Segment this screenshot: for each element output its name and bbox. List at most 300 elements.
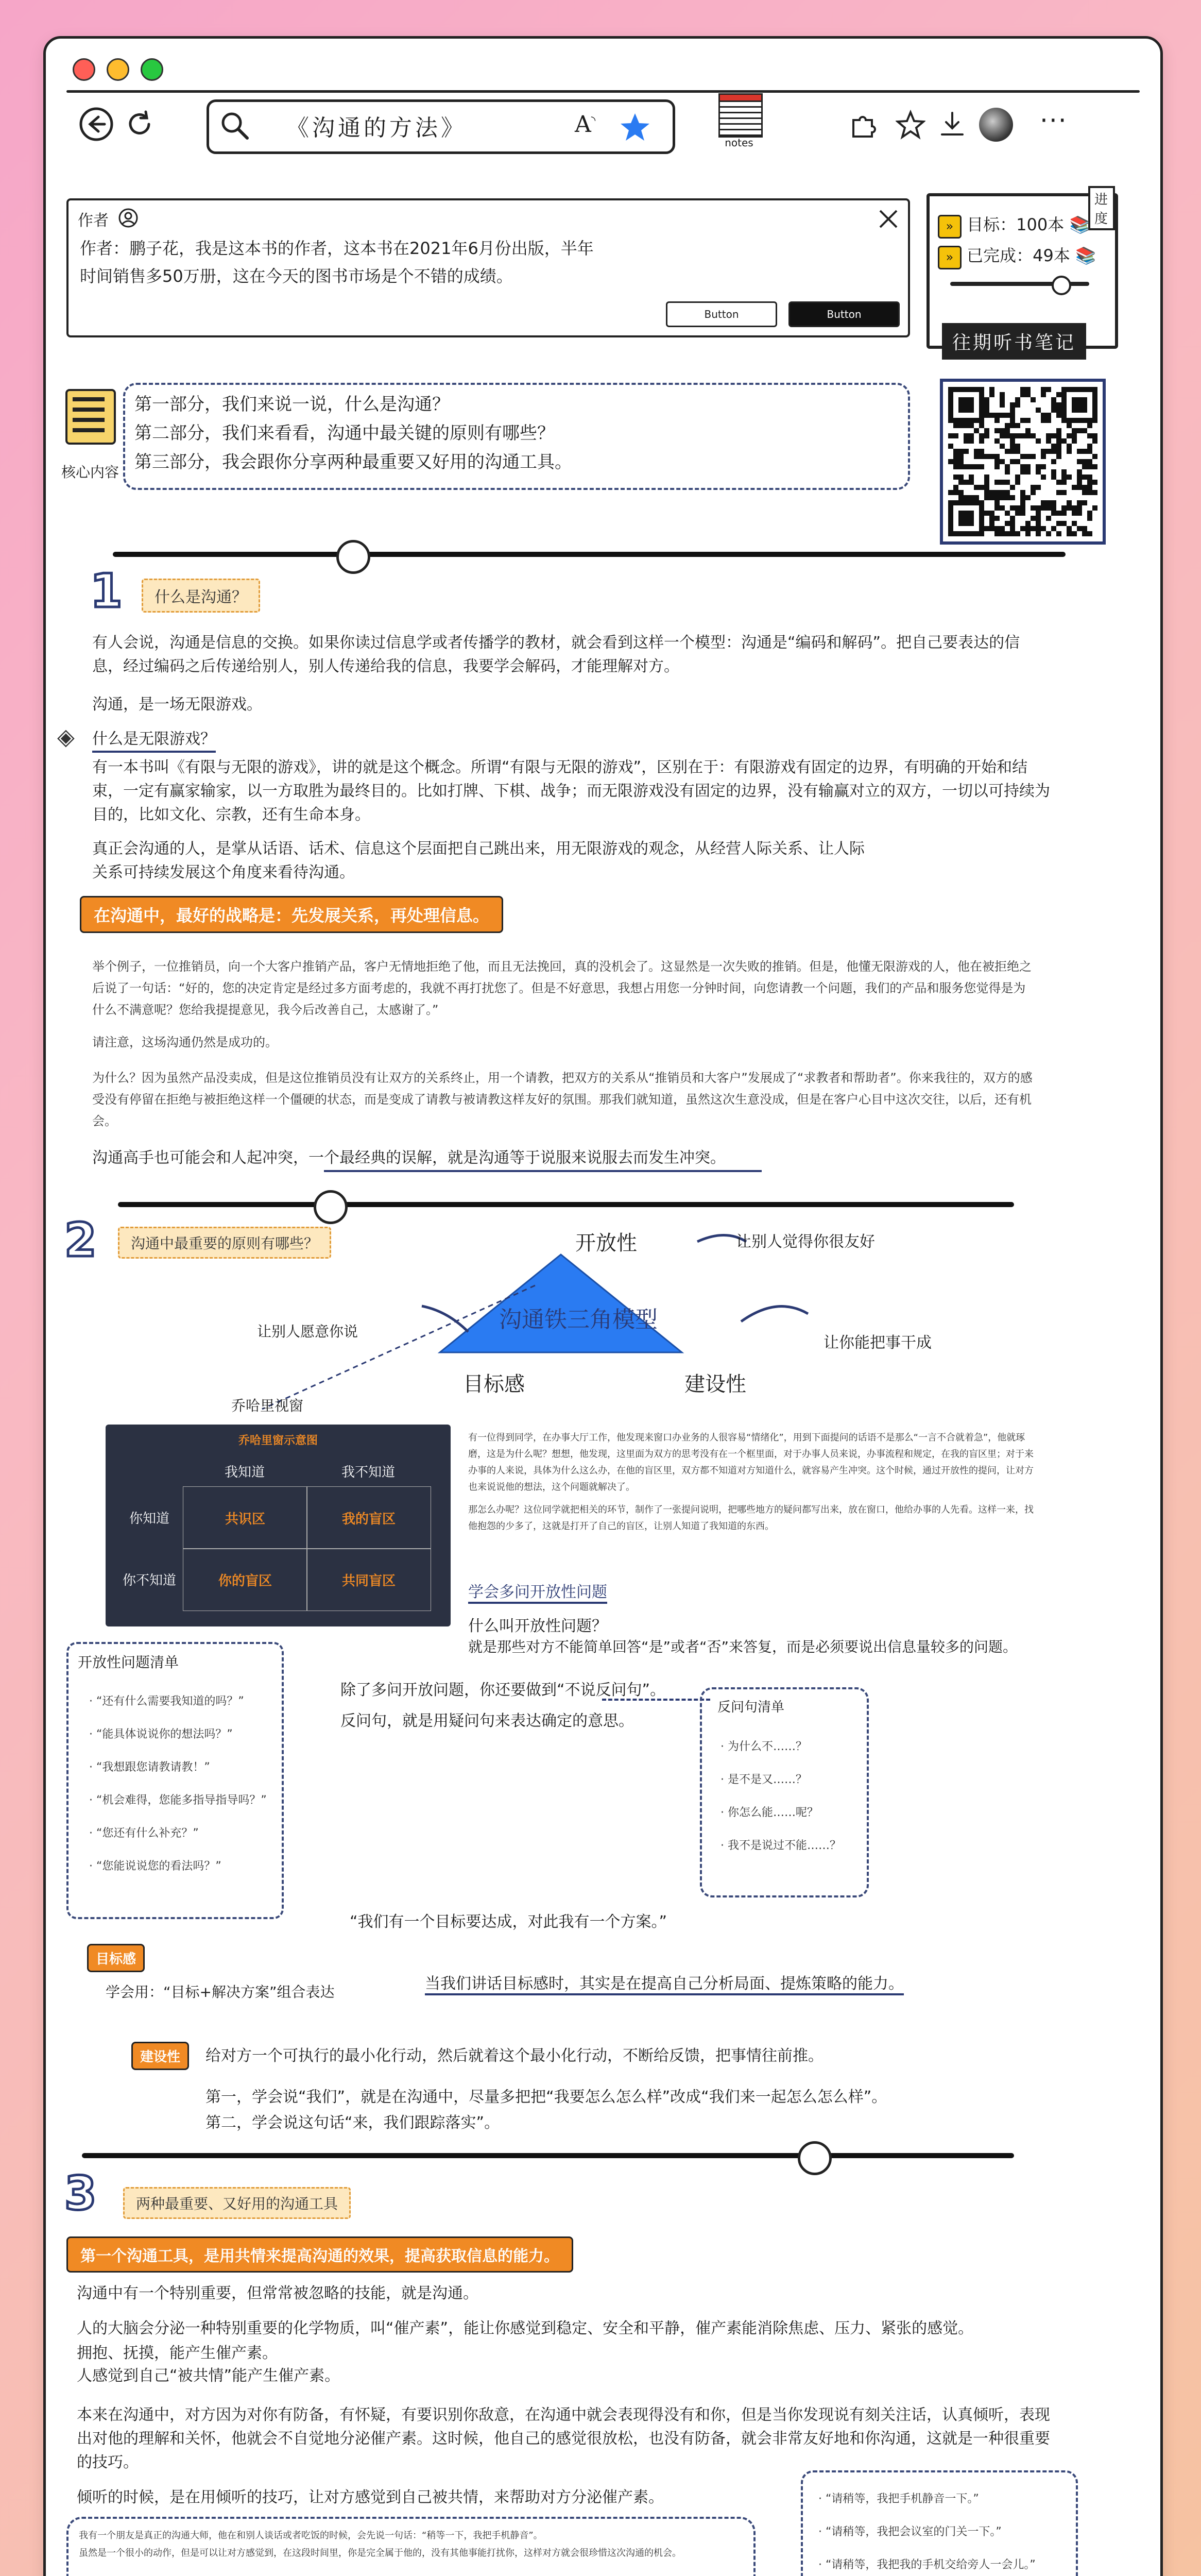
- qr-module: [1072, 505, 1077, 511]
- qr-module: [1025, 495, 1031, 500]
- target-label: 目标：100本: [967, 215, 1065, 234]
- qr-module: [984, 490, 989, 495]
- qr-module: [974, 485, 979, 490]
- qr-module: [1046, 531, 1051, 536]
- qr-module: [953, 490, 958, 495]
- johari-cell-21: 你的盲区: [183, 1548, 307, 1611]
- qr-module: [994, 500, 1000, 505]
- target-row: [938, 212, 1090, 239]
- qr-module: [1077, 500, 1082, 505]
- qr-module: [1051, 444, 1056, 449]
- qr-module: [1046, 438, 1051, 444]
- qr-module: [994, 418, 1000, 423]
- open-question-definition: 就是那些对方不能简单回答“是”或者“否”来答复，而是必须要说出信息量较多的问题。: [468, 1638, 1018, 1655]
- qr-module: [1010, 408, 1015, 413]
- qr-module: [1056, 402, 1061, 408]
- qr-module: [1051, 449, 1056, 454]
- section-2-number: 2: [64, 1213, 97, 1267]
- qr-module: [1041, 413, 1046, 418]
- qr-module: [1061, 521, 1067, 526]
- build-tag: 建设性: [131, 2042, 189, 2070]
- app-window: [43, 36, 1163, 2576]
- qr-module: [1020, 505, 1025, 511]
- self-reveal-note: 让别人愿意你说: [257, 1323, 358, 1340]
- progress-knob[interactable]: [1052, 276, 1071, 295]
- notes-icon[interactable]: [715, 93, 763, 150]
- more-menu-icon[interactable]: ···: [1040, 106, 1068, 135]
- qr-module: [1020, 387, 1025, 392]
- qr-module: [1046, 500, 1051, 505]
- qr-module: [969, 480, 974, 485]
- qr-module: [1000, 505, 1005, 511]
- qr-module: [1082, 464, 1087, 469]
- arrow-badge-icon: »: [938, 246, 962, 269]
- qr-module: [953, 464, 958, 469]
- johari-cell-12: 我的盲区: [306, 1486, 431, 1549]
- qr-module: [953, 474, 958, 480]
- reverse-tip-underline: [602, 1699, 710, 1701]
- qr-module: [1067, 474, 1072, 480]
- qr-module: [1005, 423, 1010, 428]
- qr-module: [994, 464, 1000, 469]
- qr-module: [1010, 418, 1015, 423]
- please-wait-list: [801, 2470, 1078, 2576]
- qr-module: [964, 480, 969, 485]
- qr-module: [1041, 505, 1046, 511]
- qr-module: [1082, 490, 1087, 495]
- qr-module: [958, 490, 964, 495]
- qr-module: [1036, 531, 1041, 536]
- qr-module: [1077, 485, 1082, 490]
- section-1-p6: 请注意，这场沟通仍然是成功的。: [92, 1035, 278, 1049]
- section-1-p2: 沟通，是一场无限游戏。: [92, 696, 262, 714]
- section-1-p5: 举个例子，一位推销员，向一个大客户推销产品，客户无情地拒绝了他，而且无法挽回，真的没机会了。这显然是一次失败的推销。但是，他懂无限游戏的人，他在被拒绝之后说了一句话：“好的，您的决定肯定是经过多方面考虑的，我就不再打扰您了。但是不好意思，我想占用您一分钟时间，向您请教一个问题，我们的产品和服务您觉得是为什么不满意呢？您给我提提意见，我今后改善自己，太感谢了。”: [92, 959, 1032, 1017]
- progress-tag: 进度: [1088, 186, 1115, 230]
- qr-module: [1041, 464, 1046, 469]
- qr-module: [953, 433, 958, 438]
- qr-module: [1005, 469, 1010, 474]
- qr-module: [994, 459, 1000, 464]
- qr-module: [1031, 505, 1036, 511]
- qr-module: [1077, 449, 1082, 454]
- qr-module: [1077, 526, 1082, 531]
- johari-title: 乔哈里窗示意图: [238, 1434, 318, 1447]
- qr-module: [994, 495, 1000, 500]
- qr-module: [1025, 387, 1031, 392]
- qr-module: [1036, 505, 1041, 511]
- qr-module: [1051, 474, 1056, 480]
- books-icon: 📚: [1075, 246, 1096, 265]
- qr-module: [1087, 531, 1092, 536]
- qr-module: [1010, 413, 1015, 418]
- qr-module: [1036, 511, 1041, 516]
- qr-module: [1087, 464, 1092, 469]
- qr-module: [1051, 526, 1056, 531]
- qr-module: [1041, 418, 1046, 423]
- johari-row-1: 你知道: [129, 1511, 169, 1527]
- reverse-question-list-title: 反问句清单: [717, 1700, 785, 1715]
- zoom-window-dot[interactable]: [141, 58, 163, 81]
- qr-module: [1005, 495, 1010, 500]
- qr-module: [1010, 495, 1015, 500]
- close-icon[interactable]: [877, 208, 900, 230]
- qr-module: [1046, 449, 1051, 454]
- johari-row-2: 你不知道: [122, 1572, 176, 1588]
- qr-module: [1087, 474, 1092, 480]
- section-slider-2-track: [118, 1202, 1014, 1207]
- qr-module: [989, 454, 994, 459]
- goal-learn: 学会用：“目标+解决方案”组合表达: [106, 1984, 335, 2001]
- qr-module: [1061, 505, 1067, 511]
- qr-module: [1051, 500, 1056, 505]
- goal-quote: “我们有一个目标要达成，对此我有一个方案。”: [350, 1913, 667, 1931]
- qr-module: [1031, 516, 1036, 521]
- qr-module: [1056, 444, 1061, 449]
- qr-module: [1036, 521, 1041, 526]
- download-icon[interactable]: [938, 110, 967, 139]
- qr-module: [1092, 433, 1097, 438]
- qr-module: [1067, 444, 1072, 449]
- what-open-question: 什么叫开放性问题？: [468, 1617, 607, 1635]
- qr-module: [1072, 433, 1077, 438]
- qr-module: [994, 480, 1000, 485]
- section-slider-1-track: [113, 552, 1066, 557]
- qr-module: [1031, 397, 1036, 402]
- qr-module: [984, 402, 989, 408]
- qr-module: [1010, 402, 1015, 408]
- qr-module: [1056, 433, 1061, 438]
- section-3-p2b: 人感觉到自己“被共情”能产生催产素。: [77, 2367, 340, 2385]
- qr-module: [1020, 511, 1025, 516]
- reader-icon[interactable]: A◝: [575, 111, 596, 138]
- qr-module: [1010, 526, 1015, 531]
- qr-module: [1036, 469, 1041, 474]
- qr-module: [979, 454, 984, 459]
- back-icon[interactable]: [78, 106, 115, 143]
- qr-module: [974, 454, 979, 459]
- qr-module: [1005, 511, 1010, 516]
- qr-module: [994, 438, 1000, 444]
- qr-module: [994, 505, 1000, 511]
- johari-col-2: 我不知道: [341, 1464, 395, 1480]
- vertex-goal: 目标感: [463, 1372, 525, 1396]
- arrow-build-to-note: [741, 1307, 808, 1321]
- qr-module: [1092, 438, 1097, 444]
- core-content-label: 核心内容: [61, 464, 119, 481]
- qr-finder-center: [958, 397, 974, 413]
- qr-module: [1056, 480, 1061, 485]
- list-item: · 为什么不……？: [720, 1740, 807, 1753]
- qr-module: [1010, 505, 1015, 511]
- qr-module: [1092, 490, 1097, 495]
- qr-module: [964, 464, 969, 469]
- qr-module: [989, 511, 994, 516]
- qr-module: [964, 495, 969, 500]
- qr-module: [1082, 459, 1087, 464]
- user-icon: [118, 208, 139, 228]
- qr-module: [1046, 413, 1051, 418]
- qr-module: [1046, 387, 1051, 392]
- qr-module: [969, 433, 974, 438]
- bookmark-star-icon[interactable]: [619, 111, 651, 143]
- qr-module: [964, 423, 969, 428]
- qr-module: [1020, 526, 1025, 531]
- qr-module: [989, 521, 994, 526]
- qr-module: [984, 413, 989, 418]
- list-item: · 是不是又……？: [720, 1773, 807, 1786]
- section-1-tag: 什么是沟通？: [142, 579, 260, 613]
- author-card-button-1[interactable]: Button: [666, 301, 777, 327]
- qr-module: [1067, 449, 1072, 454]
- qr-module: [1020, 500, 1025, 505]
- qr-module: [1010, 449, 1015, 454]
- qr-finder-center: [1072, 397, 1087, 413]
- section-slider-1-knob[interactable]: [336, 540, 370, 574]
- qr-module: [1015, 433, 1020, 438]
- qr-module: [1056, 392, 1061, 397]
- qr-module: [994, 428, 1000, 433]
- qr-module: [1087, 433, 1092, 438]
- qr-module: [1005, 413, 1010, 418]
- qr-module: [979, 464, 984, 469]
- qr-module: [1051, 505, 1056, 511]
- qr-module: [1061, 474, 1067, 480]
- qr-module: [1036, 485, 1041, 490]
- qr-module: [1020, 464, 1025, 469]
- section-slider-3-track: [82, 2153, 1014, 2158]
- qr-module: [1000, 428, 1005, 433]
- qr-module: [1061, 469, 1067, 474]
- johari-window: [106, 1425, 451, 1626]
- qr-module: [1025, 469, 1031, 474]
- qr-module: [953, 459, 958, 464]
- qr-module: [994, 531, 1000, 536]
- qr-module: [969, 495, 974, 500]
- qr-module: [1005, 480, 1010, 485]
- qr-module: [1015, 444, 1020, 449]
- qr-module: [984, 397, 989, 402]
- author-card-body: 作者：鹏子花，我是这本书的作者，这本书在2021年6月份出版，半年时间销售多50万册，这在今天的图书市场是个不错的成绩。: [80, 239, 594, 286]
- qr-module: [1036, 464, 1041, 469]
- qr-module: [1036, 408, 1041, 413]
- qr-module: [984, 474, 989, 480]
- qr-module: [953, 423, 958, 428]
- qr-module: [1005, 428, 1010, 433]
- qr-module: [989, 516, 994, 521]
- qr-module: [1025, 418, 1031, 423]
- section-1-p7: 为什么？因为虽然产品没卖成，但是这位推销员没有让双方的关系终止，用一个请教，把双方的关系从“推销员和大客户”发展成了“求教者和帮助者”。你来我往的，双方的感受没有停留在拒绝与被拒绝这样一个僵硬的状态，而是变成了请教与被请教这样友好的氛围。那我们就知道，虽然这次生意没成，但是在客户心目中这次交往，以后，还有机会。: [92, 1071, 1033, 1128]
- qr-module: [1020, 469, 1025, 474]
- qr-module: [1000, 531, 1005, 536]
- qr-module: [1010, 423, 1015, 428]
- johari-cell-11: 共识区: [183, 1486, 307, 1549]
- vertex-build-note: 让你能把事干成: [823, 1334, 932, 1352]
- anecdote-box: [66, 2517, 756, 2576]
- core-content-box: [123, 383, 910, 490]
- qr-module: [1025, 531, 1031, 536]
- qr-module: [1051, 459, 1056, 464]
- list-item: · 你怎么能……呢？: [720, 1806, 818, 1819]
- close-window-dot[interactable]: [73, 58, 95, 81]
- qr-module: [1046, 516, 1051, 521]
- qr-module: [1082, 500, 1087, 505]
- section-1-p3: 有一本书叫《有限与无限的游戏》，讲的就是这个概念。所谓“有限与无限的游戏”，区别在于：有限游戏有固定的边界，有明确的开始和结束，一定有赢家输家，以一方取胜为最终目的。比如打牌、下棋、战争；而无限游戏没有固定的边界，没有输赢对立的双方，一切以可持续为目的，比如文化、宗教，还有生命本身。: [92, 758, 1050, 824]
- qr-module: [1000, 459, 1005, 464]
- list-item: · “还有什么需要我知道的吗？”: [89, 1695, 244, 1708]
- section-3-tag: 两种最重要、又好用的沟通工具: [123, 2187, 351, 2219]
- johari-label: 乔哈里视窗: [231, 1397, 304, 1414]
- qr-module: [1031, 485, 1036, 490]
- qr-module: [1015, 397, 1020, 402]
- qr-module: [1077, 480, 1082, 485]
- qr-module: [1072, 485, 1077, 490]
- qr-module: [984, 433, 989, 438]
- qr-module: [1000, 526, 1005, 531]
- reverse-question-list: [700, 1687, 869, 1897]
- qr-module: [1025, 428, 1031, 433]
- qr-module: [1056, 521, 1061, 526]
- qr-module: [1067, 531, 1072, 536]
- qr-module: [979, 423, 984, 428]
- qr-module: [1046, 433, 1051, 438]
- qr-module: [958, 464, 964, 469]
- list-item: · “您还有什么补充？”: [89, 1827, 199, 1840]
- qr-module: [1025, 464, 1031, 469]
- qr-module: [1020, 490, 1025, 495]
- qr-module: [989, 392, 994, 397]
- qr-module: [994, 516, 1000, 521]
- qr-module: [1000, 413, 1005, 418]
- qr-module: [1056, 449, 1061, 454]
- qr-module: [964, 438, 969, 444]
- qr-module: [1041, 449, 1046, 454]
- qr-module: [969, 474, 974, 480]
- qr-module: [1061, 511, 1067, 516]
- qr-module: [984, 454, 989, 459]
- core-line-3: 第三部分，我会跟你分享两种最重要又好用的沟通工具。: [134, 452, 572, 472]
- section-3-p2a: 拥抱、抚摸，能产生催产素。: [77, 2344, 278, 2362]
- qr-module: [1010, 485, 1015, 490]
- qr-module: [1092, 464, 1097, 469]
- qr-module: [1056, 413, 1061, 418]
- arrow-badge-icon: »: [938, 215, 962, 239]
- section-1-question: 什么是无限游戏？: [92, 728, 216, 753]
- qr-module: [984, 485, 989, 490]
- qr-module: [1087, 511, 1092, 516]
- tool-1: 第一个沟通工具，是用共情来提高沟通的效果，提高获取信息的能力。: [66, 2236, 573, 2273]
- qr-module: [1041, 474, 1046, 480]
- qr-module: [1015, 511, 1020, 516]
- qr-module: [958, 495, 964, 500]
- qr-module: [1072, 428, 1077, 433]
- qr-module: [979, 433, 984, 438]
- section-3-p2: 人的大脑会分泌一种特别重要的化学物质，叫“催产素”，能让你感觉到稳定、安全和平静，催产素能消除焦虑、压力、紧张的感觉。: [77, 2319, 974, 2337]
- qr-module: [1087, 490, 1092, 495]
- qr-module: [984, 408, 989, 413]
- address-bar[interactable]: [207, 99, 675, 154]
- qr-module: [953, 454, 958, 459]
- qr-module: [1087, 459, 1092, 464]
- qr-module: [1036, 516, 1041, 521]
- qr-module: [1051, 511, 1056, 516]
- qr-module: [1067, 433, 1072, 438]
- qr-module: [964, 433, 969, 438]
- qr-module: [1067, 500, 1072, 505]
- qr-module: [1000, 402, 1005, 408]
- qr-module: [989, 387, 994, 392]
- favorites-icon[interactable]: [896, 110, 925, 140]
- qr-code[interactable]: [940, 379, 1106, 545]
- qr-module: [958, 474, 964, 480]
- qr-module: [984, 428, 989, 433]
- author-card-button-2[interactable]: Button: [788, 301, 900, 327]
- qr-module: [1025, 433, 1031, 438]
- qr-module: [1061, 480, 1067, 485]
- titlebar-divider: [66, 90, 1140, 93]
- qr-module: [964, 449, 969, 454]
- section-3-p3: 本来在沟通中，对方因为对你有防备，有怀疑，有要识别你敌意，在沟通中就会表现得没有和你，但是当你发现说有刻关注话，认真倾听，表现出对他的理解和关怀，他就会不自觉地分泌催产素。这时候，他自己的感觉很放松，也没有防备，就会非常友好地和你沟通，这就是一种很重要的技巧。: [77, 2406, 1050, 2471]
- qr-module: [1051, 408, 1056, 413]
- qr-module: [1000, 480, 1005, 485]
- build-point-1: 第一，学会说“我们”，就是在沟通中，尽量多把把“我要怎么怎么样”改成“我们来一起怎么怎么样”。: [205, 2088, 887, 2106]
- qr-module: [979, 449, 984, 454]
- extensions-icon[interactable]: [849, 111, 877, 139]
- reload-icon[interactable]: [123, 108, 156, 141]
- qr-module: [984, 511, 989, 516]
- qr-module: [1067, 505, 1072, 511]
- list-item: · “机会难得，您能多指导指导吗？”: [89, 1794, 267, 1807]
- vertex-build: 建设性: [684, 1372, 746, 1396]
- section-3-p1: 沟通中有一个特别重要，但常常被忽略的技能，就是沟通。: [77, 2284, 478, 2302]
- qr-module: [1015, 505, 1020, 511]
- list-item: · “请稍等，我把我的手机交给旁人一会儿。”: [818, 2558, 1036, 2571]
- avatar[interactable]: [979, 108, 1013, 142]
- section-1-p8-underline: [324, 1170, 762, 1172]
- qr-module: [1067, 423, 1072, 428]
- qr-module: [1000, 433, 1005, 438]
- section-slider-3-knob[interactable]: [798, 2141, 832, 2175]
- qr-module: [1092, 454, 1097, 459]
- qr-module: [1041, 500, 1046, 505]
- arrow-goal-to-note: [422, 1306, 468, 1332]
- qr-module: [953, 485, 958, 490]
- qr-module: [1000, 490, 1005, 495]
- section-2-tag: 沟通中最重要的原则有哪些？: [118, 1227, 331, 1259]
- qr-module: [1010, 444, 1015, 449]
- section-slider-2-knob[interactable]: [314, 1190, 348, 1224]
- past-notes-label[interactable]: 往期听书笔记: [942, 323, 1086, 360]
- qr-module: [1005, 464, 1010, 469]
- qr-module: [948, 433, 953, 438]
- qr-module: [1036, 438, 1041, 444]
- section-1-number: 1: [90, 564, 123, 618]
- search-query[interactable]: 《沟通的方法》: [286, 115, 467, 141]
- open-question-list-title: 开放性问题清单: [78, 1654, 179, 1671]
- section-1-highlight: 在沟通中，最好的战略是：先发展关系，再处理信息。: [80, 896, 503, 933]
- vertex-open-note: 让别人觉得你很友好: [736, 1233, 875, 1251]
- qr-module: [1025, 526, 1031, 531]
- done-label: 已完成：49本: [967, 246, 1070, 265]
- triangle-title: 沟通铁三角模型: [499, 1307, 658, 1333]
- qr-module: [1015, 531, 1020, 536]
- search-icon: [219, 110, 250, 141]
- qr-module: [1056, 454, 1061, 459]
- qr-module: [1041, 392, 1046, 397]
- qr-module: [1020, 495, 1025, 500]
- qr-module: [953, 449, 958, 454]
- minimize-window-dot[interactable]: [107, 58, 129, 81]
- qr-module: [1000, 392, 1005, 397]
